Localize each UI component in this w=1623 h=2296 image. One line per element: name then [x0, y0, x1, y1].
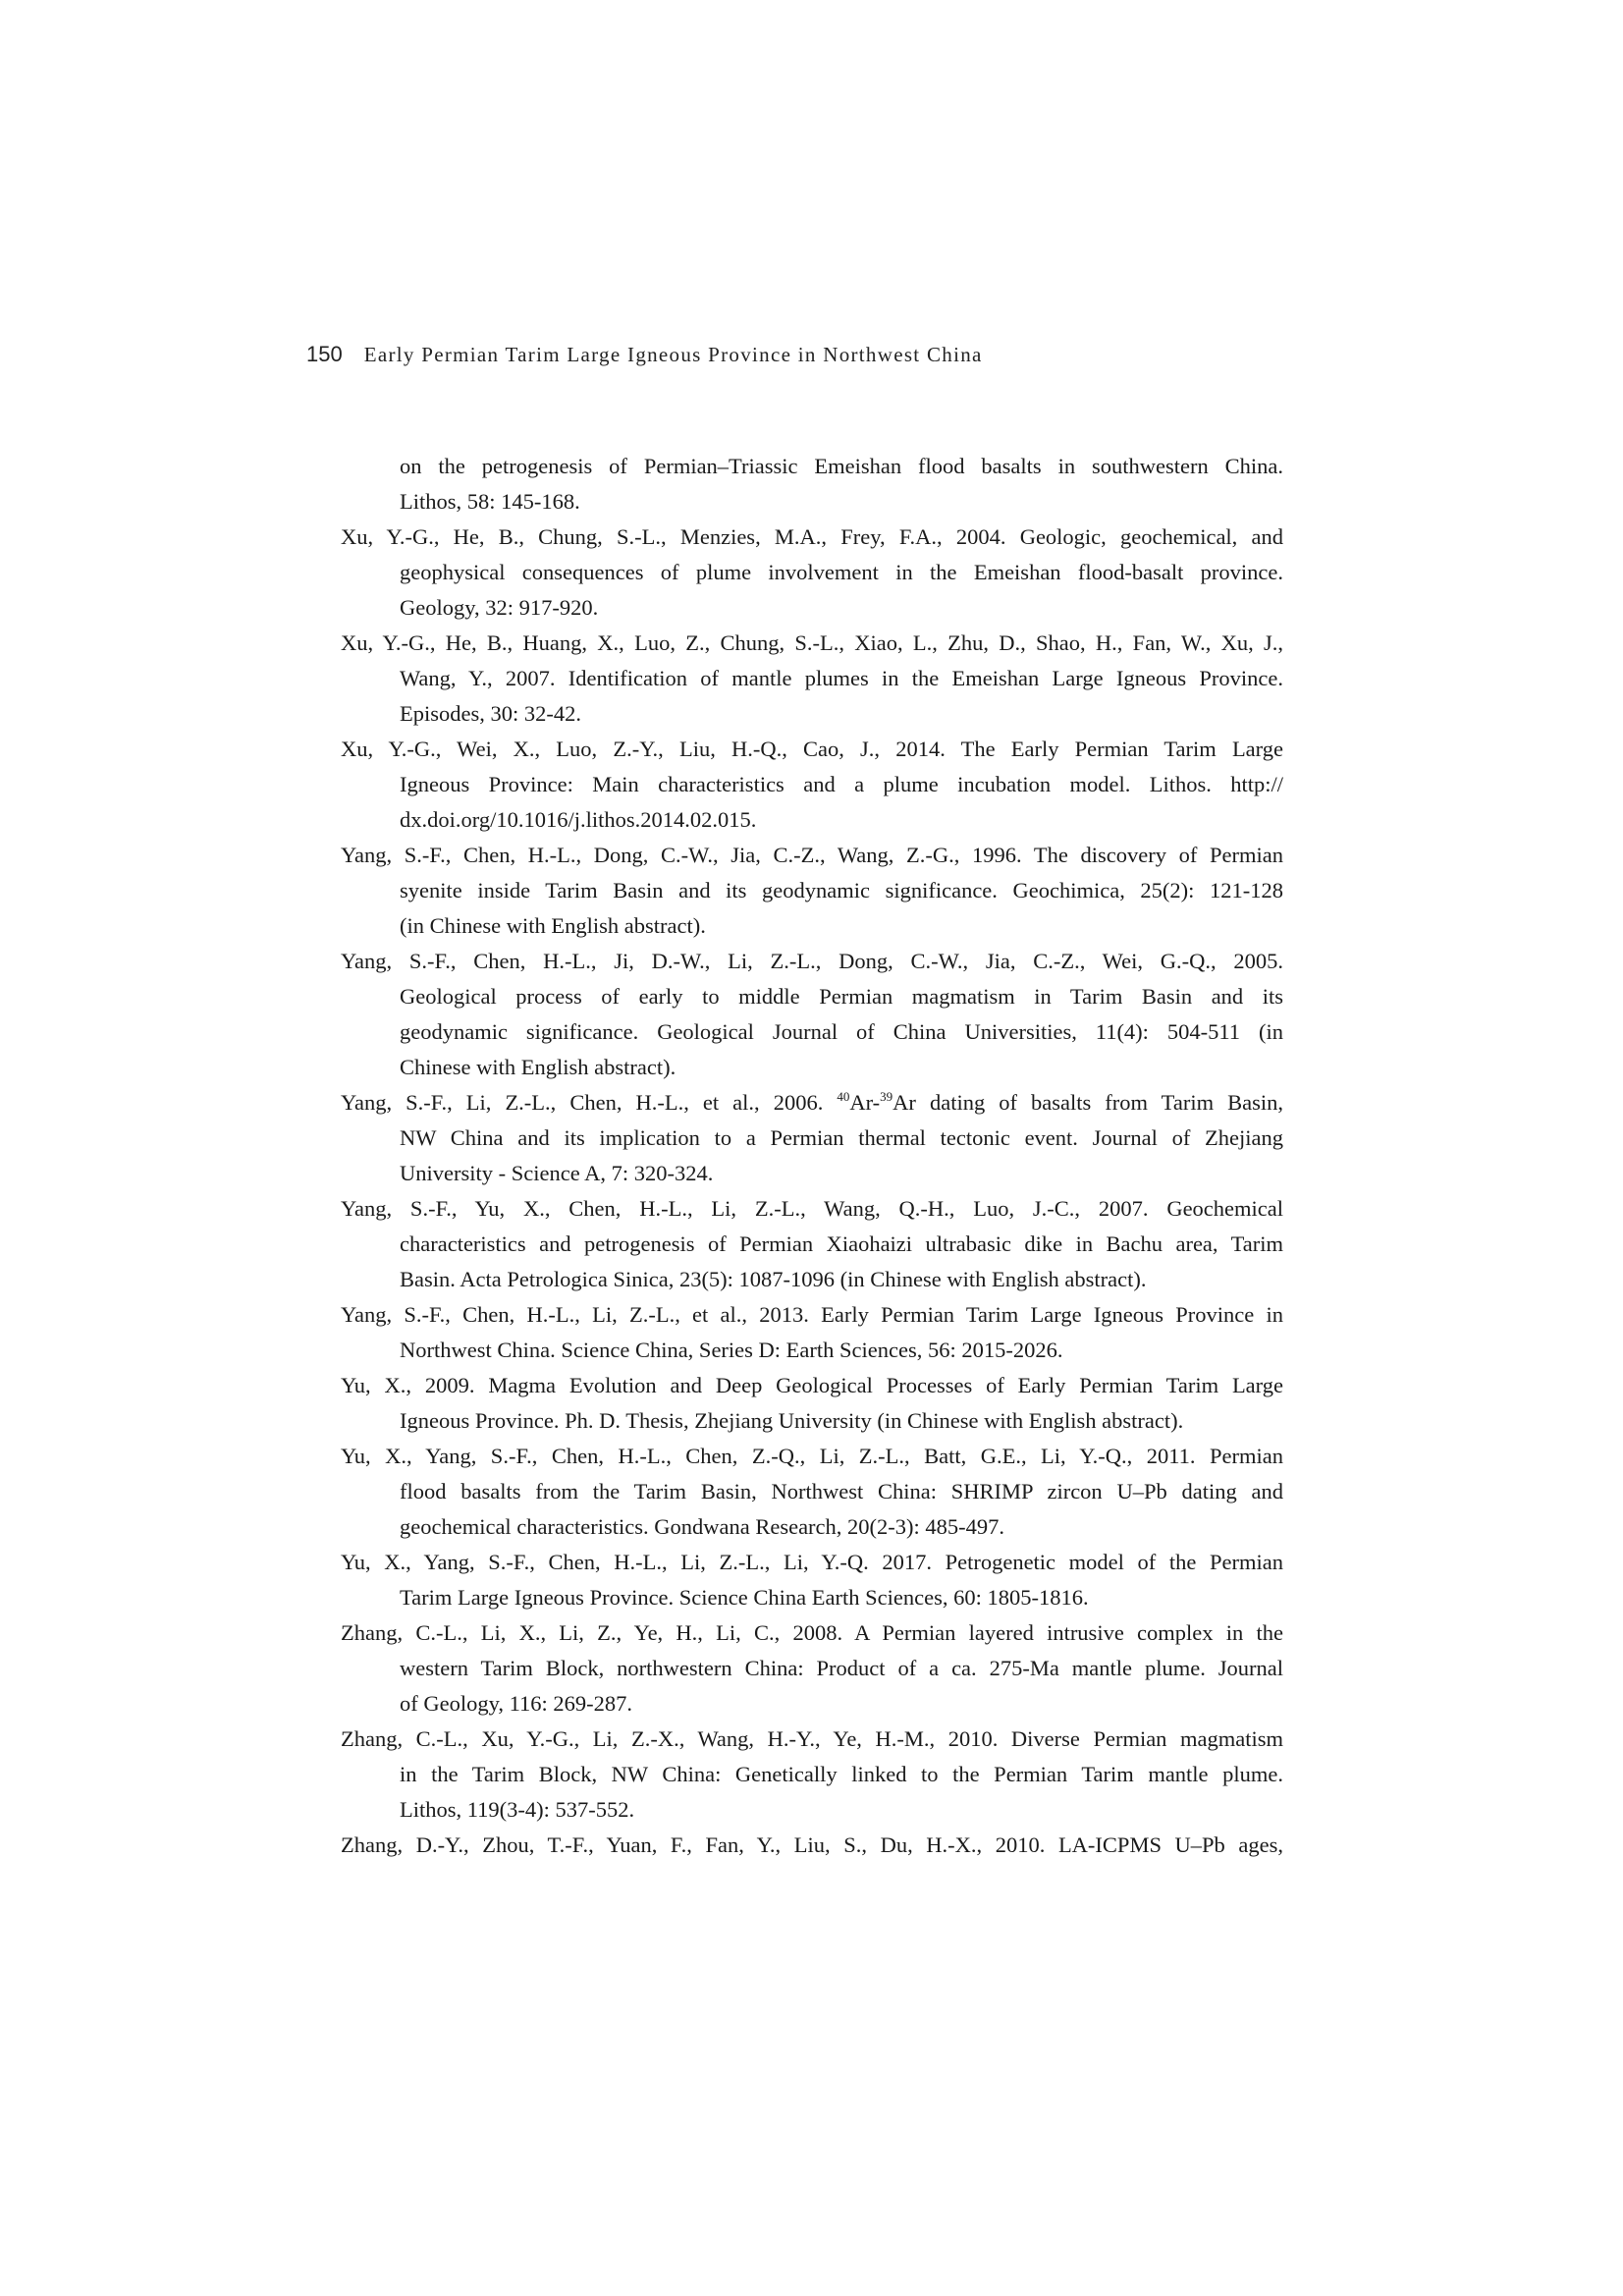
reference-entry-start — [341, 628, 1283, 663]
reference-line — [341, 1476, 1283, 1511]
ref-text: Yang, S.-F., Li, Z.-L., Chen, H.-L., et al., 2006. — [341, 1090, 838, 1115]
reference-text: characteristics and petrogenesis of Permian Xiaohaizi ultrabasic dike in Bachu area, Tarim — [400, 1231, 1283, 1256]
reference-text: University - Science A, 7: 320-324. — [400, 1161, 714, 1185]
ref-text: Ar- — [849, 1090, 881, 1115]
reference-text: (in Chinese with English abstract). — [400, 913, 706, 938]
reference-text: Lithos, 119(3-4): 537-552. — [400, 1797, 635, 1822]
reference-line — [341, 1759, 1283, 1794]
reference-text: Chinese with English abstract). — [400, 1055, 676, 1079]
reference-text: Yang, S.-F., Yu, X., Chen, H.-L., Li, Z.-L., Wang, Q.-H., Luo, J.-C., 2007. Geochemical — [341, 1196, 1283, 1221]
running-head — [306, 342, 983, 369]
reference-text: Yang, S.-F., Chen, H.-L., Dong, C.-W., Jia, C.-Z., Wang, Z.-G., 1996. The discovery of Permian — [341, 843, 1283, 867]
reference-text: of Geology, 116: 269-287. — [400, 1691, 633, 1716]
reference-text: Xu, Y.-G., Wei, X., Luo, Z.-Y., Liu, H.-Q., Cao, J., 2014. The Early Permian Tarim Large — [341, 737, 1283, 761]
reference-entry-start — [341, 1830, 1283, 1865]
reference-line — [341, 981, 1283, 1016]
reference-entry-start — [341, 1087, 1283, 1122]
reference-line — [341, 1229, 1283, 1264]
reference-line — [341, 910, 1283, 946]
reference-text: Xu, Y.-G., He, B., Huang, X., Luo, Z., Chung, S.-L., Xiao, L., Zhu, D., Shao, H., Fan, W., Xu, J., — [341, 630, 1283, 655]
reference-line — [341, 592, 1283, 628]
reference-line — [341, 875, 1283, 910]
reference-text: Yang, S.-F., Chen, H.-L., Li, Z.-L., et al., 2013. Early Permian Tarim Large Igneous Province in — [341, 1302, 1283, 1327]
reference-text: in the Tarim Block, NW China: Genetically linked to the Permian Tarim mantle plume. — [400, 1762, 1283, 1786]
reference-text: on the petrogenesis of Permian–Triassic Emeishan flood basalts in southwestern China. — [400, 454, 1283, 478]
reference-text: Yu, X., Yang, S.-F., Chen, H.-L., Li, Z.-L., Li, Y.-Q. 2017. Petrogenetic model of the Permian — [341, 1550, 1283, 1574]
reference-text: Wang, Y., 2007. Identification of mantle plumes in the Emeishan Large Igneous Province. — [400, 666, 1283, 690]
reference-entry-start — [341, 734, 1283, 769]
reference-line — [341, 1511, 1283, 1547]
reference-text: Xu, Y.-G., He, B., Chung, S.-L., Menzies, M.A., Frey, F.A., 2004. Geologic, geochemical, and — [341, 524, 1283, 549]
reference-text: NW China and its implication to a Permian thermal tectonic event. Journal of Zhejiang — [400, 1125, 1283, 1150]
reference-entry-start — [341, 1299, 1283, 1335]
reference-line — [341, 663, 1283, 698]
reference-line — [341, 1794, 1283, 1830]
reference-line — [341, 1052, 1283, 1087]
reference-entry-start — [341, 1617, 1283, 1653]
reference-text: dx.doi.org/10.1016/j.lithos.2014.02.015. — [400, 807, 757, 832]
reference-text: Yang, S.-F., Chen, H.-L., Ji, D.-W., Li, Z.-L., Dong, C.-W., Jia, C.-Z., Wei, G.-Q., 2005. — [341, 949, 1283, 973]
reference-entry-start — [341, 1193, 1283, 1229]
reference-entry-start — [341, 840, 1283, 875]
reference-line — [341, 1122, 1283, 1158]
reference-text: geochemical characteristics. Gondwana Research, 20(2-3): 485-497. — [400, 1514, 1005, 1539]
reference-text: Zhang, C.-L., Xu, Y.-G., Li, Z.-X., Wang, H.-Y., Ye, H.-M., 2010. Diverse Permian magmatism — [341, 1726, 1283, 1751]
reference-text: Tarim Large Igneous Province. Science China Earth Sciences, 60: 1805-1816. — [400, 1585, 1089, 1610]
reference-line — [341, 769, 1283, 804]
reference-line — [341, 451, 1283, 486]
reference-entry-start — [341, 1441, 1283, 1476]
reference-text: Igneous Province: Main characteristics and a plume incubation model. Lithos. http:// — [400, 772, 1283, 796]
reference-line — [341, 1016, 1283, 1052]
reference-text: western Tarim Block, northwestern China: Product of a ca. 275-Ma mantle plume. Journal — [400, 1656, 1283, 1680]
isotope-superscript: 39 — [880, 1089, 893, 1104]
reference-entry-start — [341, 521, 1283, 557]
reference-text: flood basalts from the Tarim Basin, Northwest China: SHRIMP zircon U–Pb dating and — [400, 1479, 1283, 1503]
reference-text: Geology, 32: 917-920. — [400, 595, 599, 620]
reference-text: Igneous Province. Ph. D. Thesis, Zhejiang University (in Chinese with English abstract). — [400, 1408, 1184, 1433]
reference-text: Lithos, 58: 145-168. — [400, 489, 580, 514]
reference-line — [341, 1335, 1283, 1370]
reference-line — [341, 557, 1283, 592]
reference-line — [341, 1405, 1283, 1441]
reference-text: geodynamic significance. Geological Journal of China Universities, 11(4): 504-511 (in — [400, 1019, 1283, 1044]
reference-text: Northwest China. Science China, Series D: Earth Sciences, 56: 2015-2026. — [400, 1338, 1063, 1362]
reference-entry-start — [341, 1547, 1283, 1582]
reference-doi-link[interactable] — [341, 804, 1283, 840]
reference-entry-start — [341, 946, 1283, 981]
reference-entry-start — [341, 1370, 1283, 1405]
reference-entry-start — [341, 1723, 1283, 1759]
ref-text: Ar dating of basalts from Tarim Basin, — [893, 1090, 1283, 1115]
reference-text: Geological process of early to middle Permian magmatism in Tarim Basin and its — [400, 984, 1283, 1009]
reference-line — [341, 1582, 1283, 1617]
page-number: 150 — [306, 342, 343, 366]
isotope-superscript: 40 — [837, 1089, 850, 1104]
reference-text: Basin. Acta Petrologica Sinica, 23(5): 1087-1096 (in Chinese with English abstract). — [400, 1267, 1147, 1291]
reference-text: syenite inside Tarim Basin and its geodynamic significance. Geochimica, 25(2): 121-128 — [400, 878, 1283, 902]
reference-text: Yu, X., Yang, S.-F., Chen, H.-L., Chen, Z.-Q., Li, Z.-L., Batt, G.E., Li, Y.-Q., 2011. Permian — [341, 1444, 1283, 1468]
reference-text — [341, 1087, 1283, 1119]
reference-line — [341, 1653, 1283, 1688]
reference-line — [341, 1688, 1283, 1723]
reference-text: Yu, X., 2009. Magma Evolution and Deep Geological Processes of Early Permian Tarim Large — [341, 1373, 1283, 1397]
reference-line — [341, 486, 1283, 521]
reference-text: Zhang, C.-L., Li, X., Li, Z., Ye, H., Li, C., 2008. A Permian layered intrusive complex in the — [341, 1620, 1283, 1645]
reference-line — [341, 1158, 1283, 1193]
reference-list — [341, 451, 1283, 1865]
running-title: Early Permian Tarim Large Igneous Province in Northwest China — [363, 343, 983, 366]
reference-text: Episodes, 30: 32-42. — [400, 701, 581, 726]
reference-text: geophysical consequences of plume involvement in the Emeishan flood-basalt province. — [400, 560, 1283, 584]
reference-text: Zhang, D.-Y., Zhou, T.-F., Yuan, F., Fan, Y., Liu, S., Du, H.-X., 2010. LA-ICPMS U–Pb ages, — [341, 1832, 1283, 1857]
reference-line — [341, 1264, 1283, 1299]
reference-line — [341, 698, 1283, 734]
